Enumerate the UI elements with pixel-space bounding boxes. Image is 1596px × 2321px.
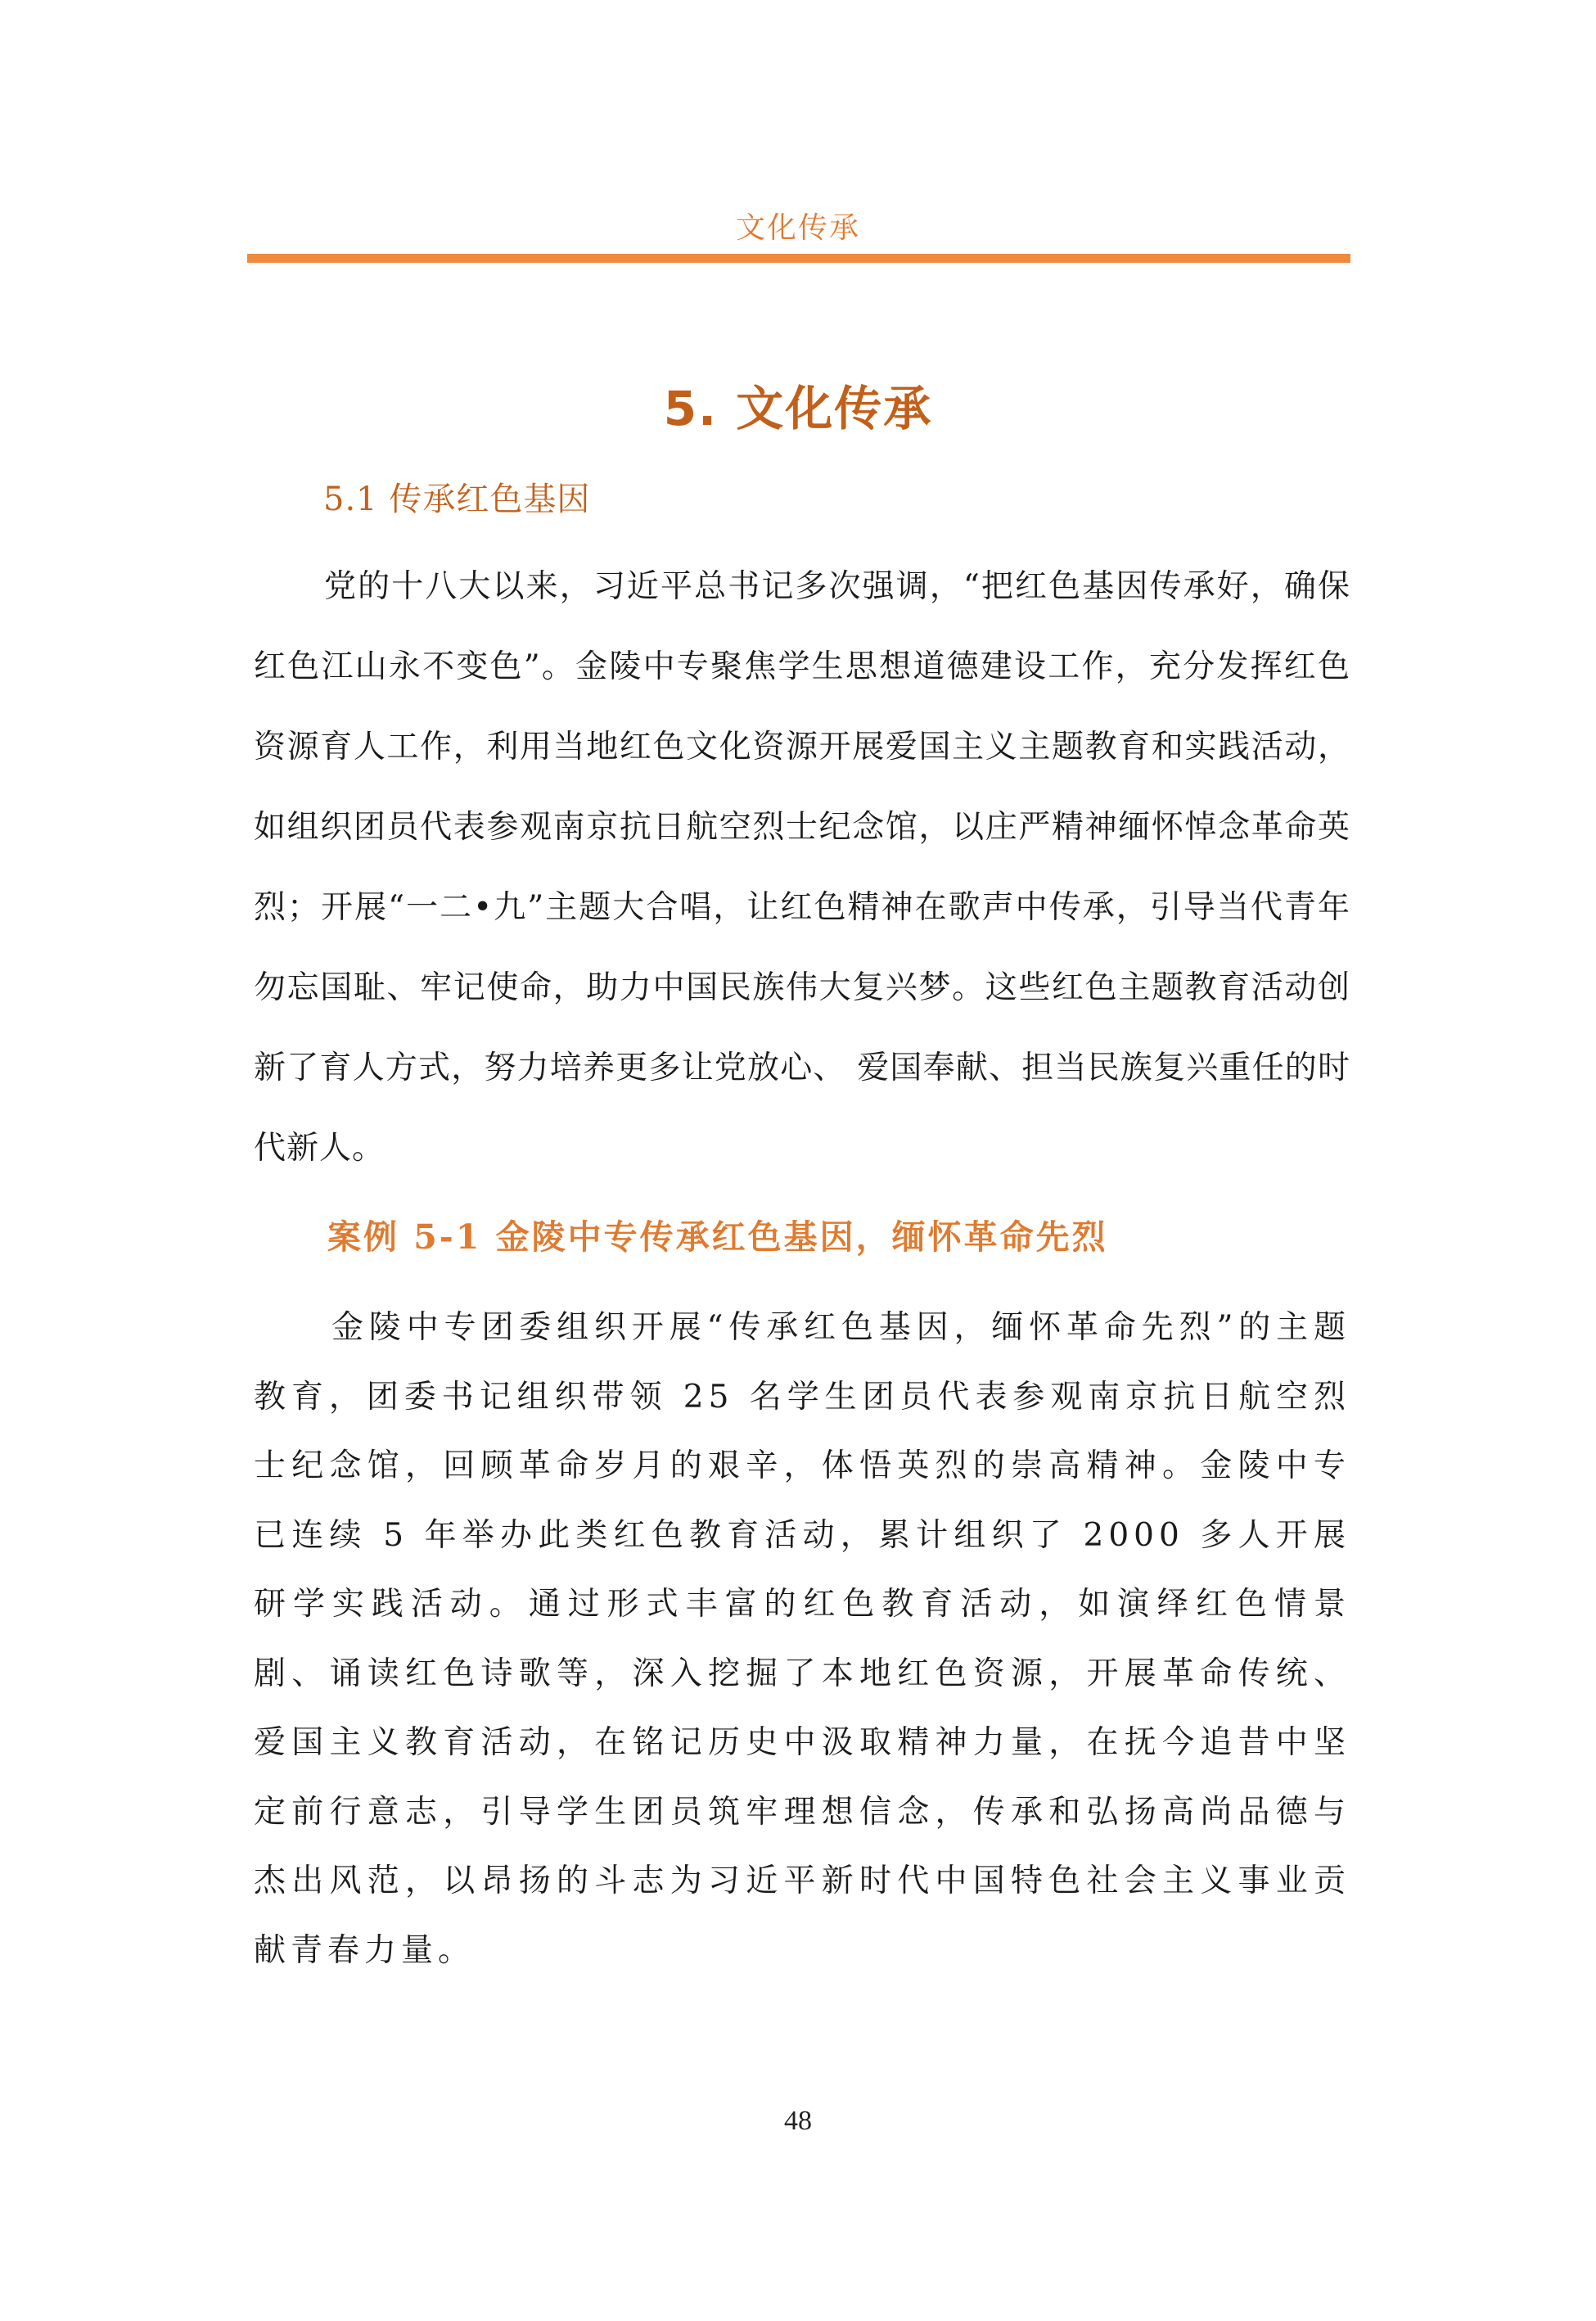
case-paragraph: 金陵中专团委组织开展“传承红色基因，缅怀革命先烈”的主题教育，团委书记组织带领 25 名学生团员代表参观南京抗日航空烈士纪念馆，回顾革命岁月的艰辛，体悟英烈的崇高精神。金陵中专已连续 5 年举办此类红色教育活动，累计组织了 2000 多人开展研学实践活动。通过形式丰富的红色教育活动，如演绎红色情景剧、诵读红色诗歌等，深入挖掘了本地红色资源，开展革命传统、爱国主义教育活动，在铭记历史中汲取精神力量，在抚今追昔中坚定前行意志，引导学生团员筑牢理想信念，传承和弘扬高尚品德与杰出风范，以昂扬的斗志为习近平新时代中国特色社会主义事业贡献青春力量。 [254,1309,1350,1969]
section-title: 5.1 传承红色基因 [323,481,591,518]
header-rule [247,254,1350,263]
page-number: 48 [784,2106,812,2136]
chapter-title: 5. 文化传承 [663,381,933,436]
case-title: 案例 5-1 金陵中专传承红色基因，缅怀革命先烈 [327,1217,1108,1257]
section-paragraph: 党的十八大以来，习近平总书记多次强调，“把红色基因传承好，确保红色江山永不变色”。金陵中专聚焦学生思想道德建设工作，充分发挥红色资源育人工作，利用当地红色文化资源开展爱国主义主题教育和实践活动，如组织团员代表参观南京抗日航空烈士纪念馆，以庄严精神缅怀悼念革命英烈；开展“一二•九”主题大合唱，让红色精神在歌声中传承，引导当代青年勿忘国耻、牢记使命，助力中国民族伟大复兴梦。这些红色主题教育活动创新了育人方式，努力培养更多让党放心、 爱国奉献、担当民族复兴重任的时代新人。 [254,568,1350,1167]
running-header: 文化传承 [735,211,860,245]
